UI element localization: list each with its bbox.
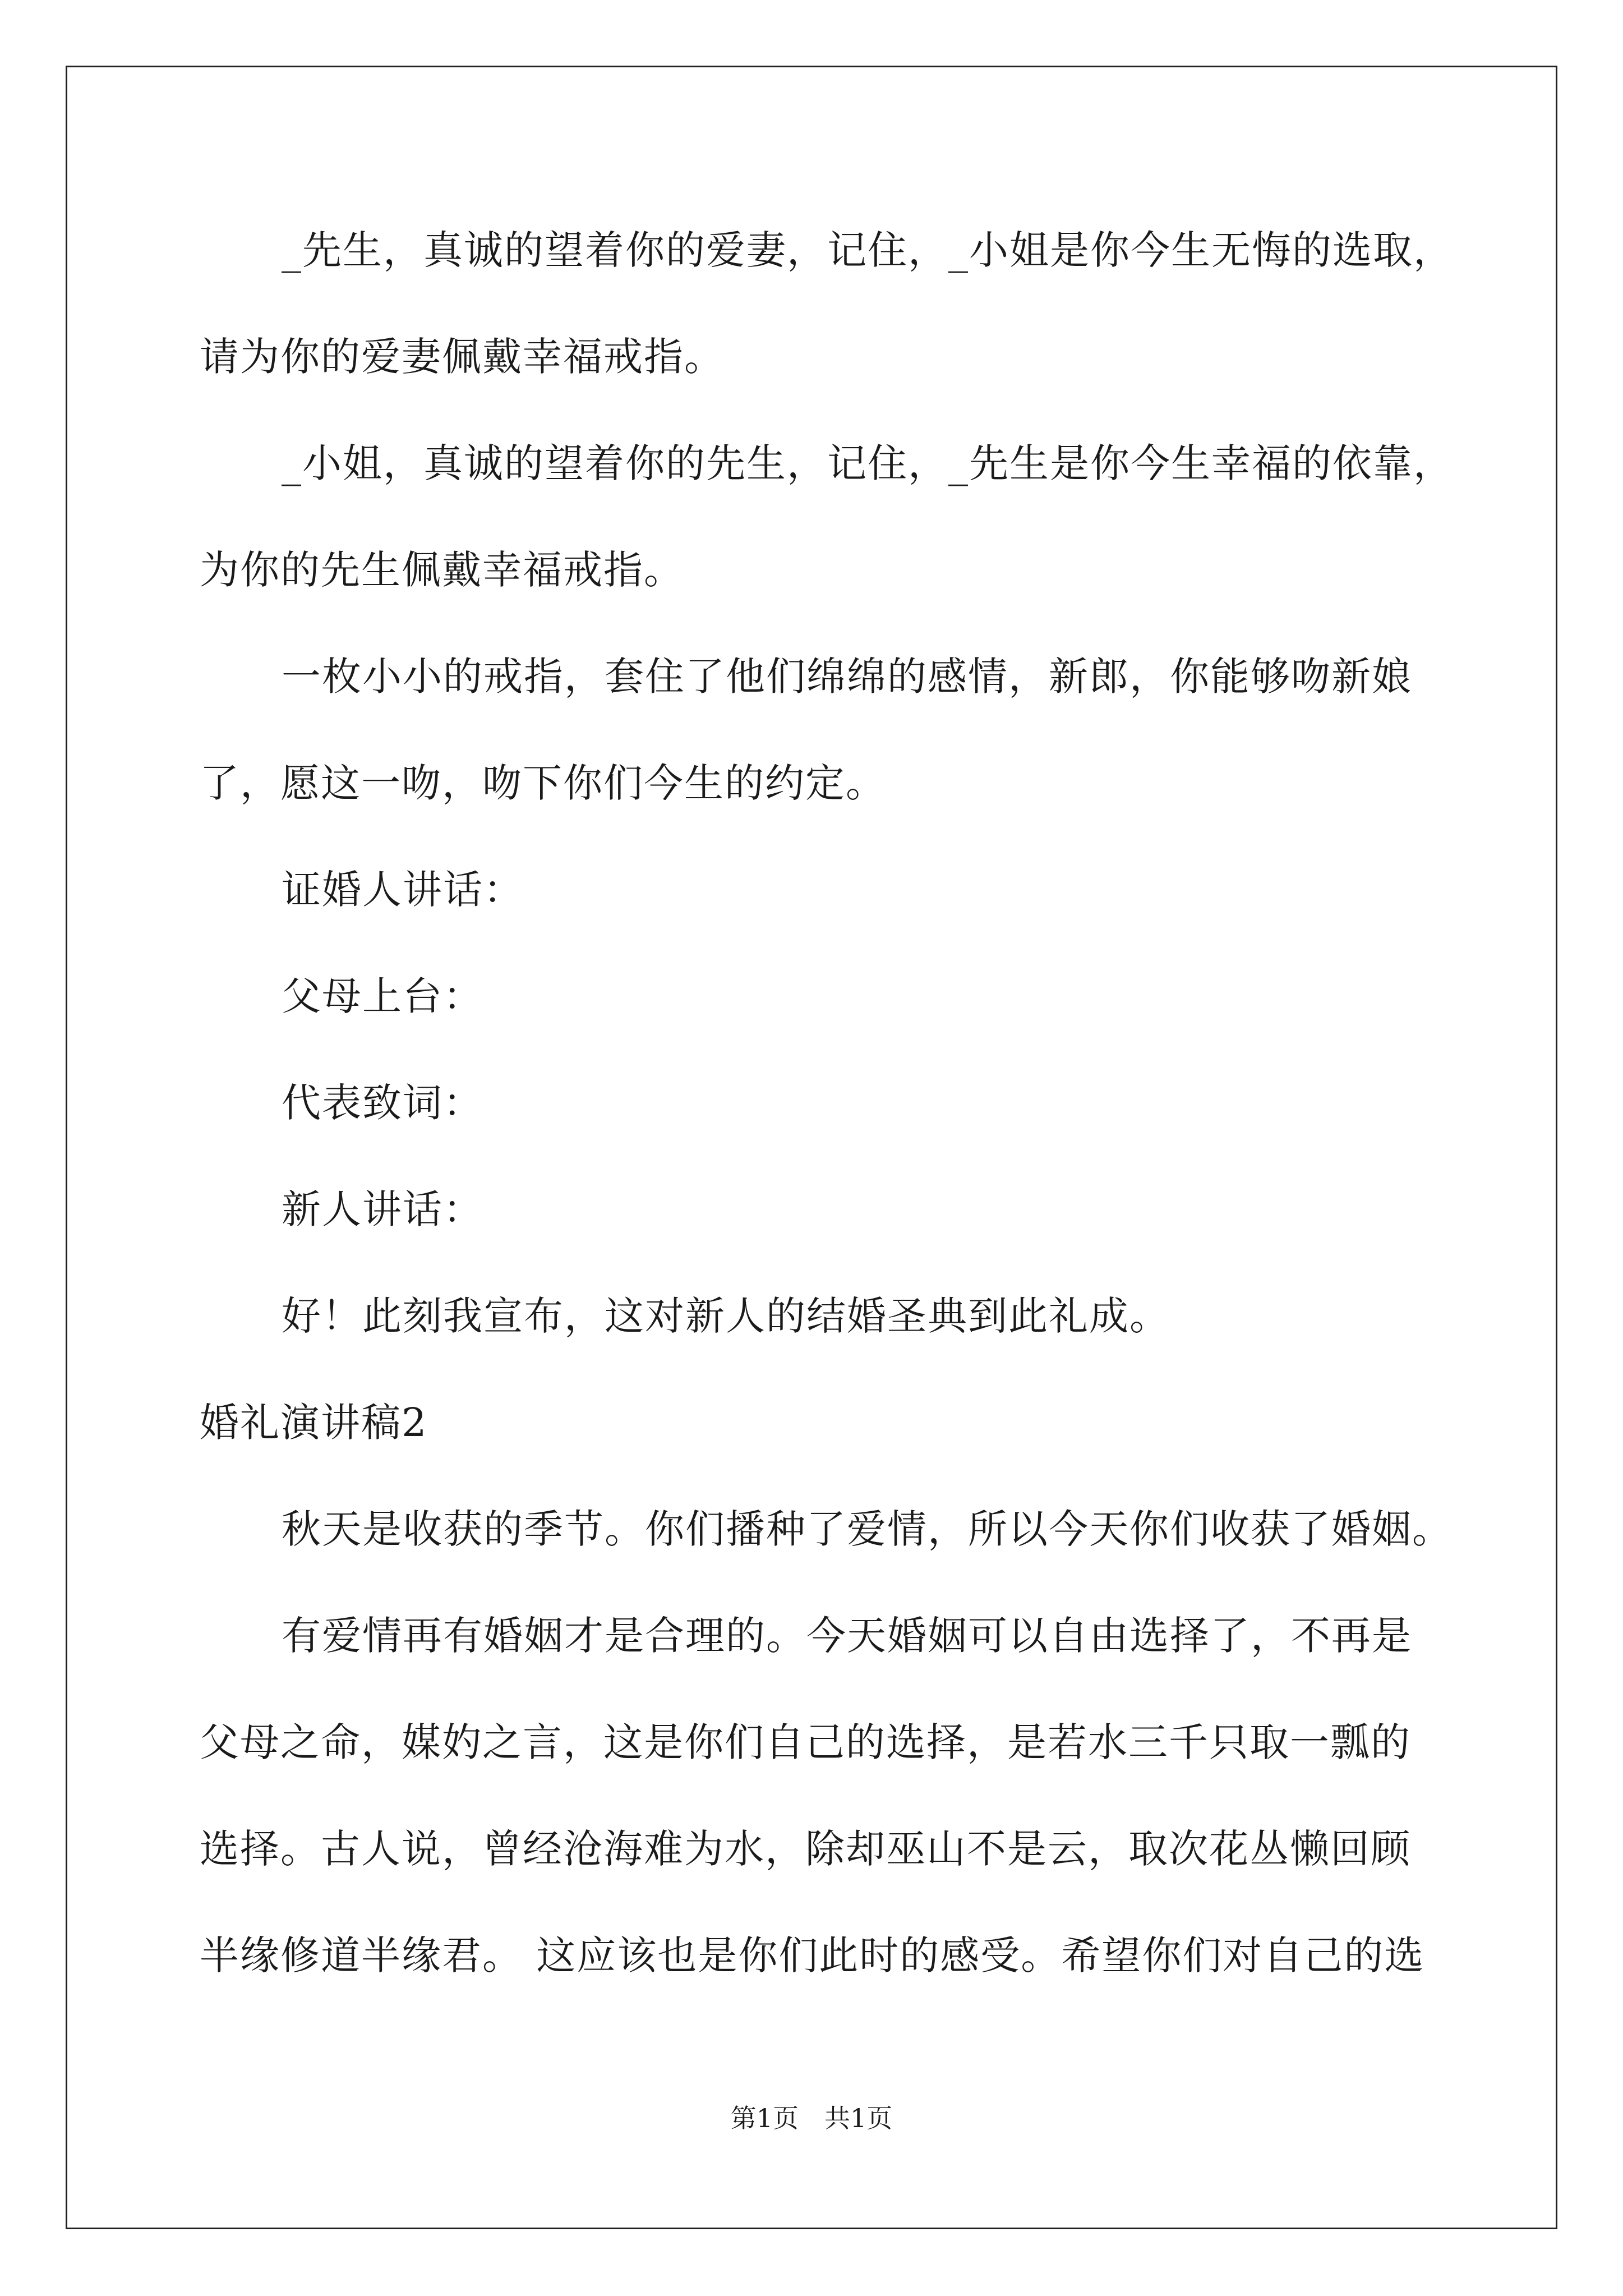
text-line: 秋天是收获的季节。你们播种了爱情，所以今天你们收获了婚姻。: [282, 1506, 1453, 1552]
text-line: 好！此刻我宣布，这对新人的结婚圣典到此礼成。: [282, 1293, 1170, 1339]
text-line: _小姐，真诚的望着你的先生，记住，_先生是你今生幸福的依靠，: [282, 440, 1454, 486]
text-line: 父母上台：: [282, 973, 483, 1019]
text-line: 证婚人讲话：: [282, 867, 524, 913]
text-line: 新人讲话：: [282, 1186, 483, 1232]
text-line: 有爱情再有婚姻才是合理的。今天婚姻可以自由选择了，不再是: [282, 1613, 1412, 1659]
section-heading: 婚礼演讲稿2: [200, 1400, 428, 1446]
text-line: 选择。古人说，曾经沧海难为水，除却巫山不是云，取次花丛懒回顾: [200, 1826, 1411, 1872]
text-line: 代表致词：: [282, 1080, 483, 1126]
text-line: 父母之命，媒妁之言，这是你们自己的选择，是若水三千只取一瓢的: [200, 1719, 1411, 1765]
text-line: 为你的先生佩戴幸福戒指。: [200, 547, 684, 593]
text-line: 了，愿这一吻，吻下你们今生的约定。: [200, 760, 886, 806]
text-line: 一枚小小的戒指，套住了他们绵绵的感情，新郎，你能够吻新娘: [282, 654, 1412, 700]
page-number-footer: 第1页 共1页: [730, 2103, 893, 2133]
text-line: 请为你的爱妻佩戴幸福戒指。: [200, 334, 725, 380]
text-line: 半缘修道半缘君。 这应该也是你们此时的感受。希望你们对自己的选: [200, 1932, 1425, 1978]
page-border: [66, 66, 1557, 2229]
text-line: _先生，真诚的望着你的爱妻，记住，_小姐是你今生无悔的选取，: [282, 227, 1454, 273]
